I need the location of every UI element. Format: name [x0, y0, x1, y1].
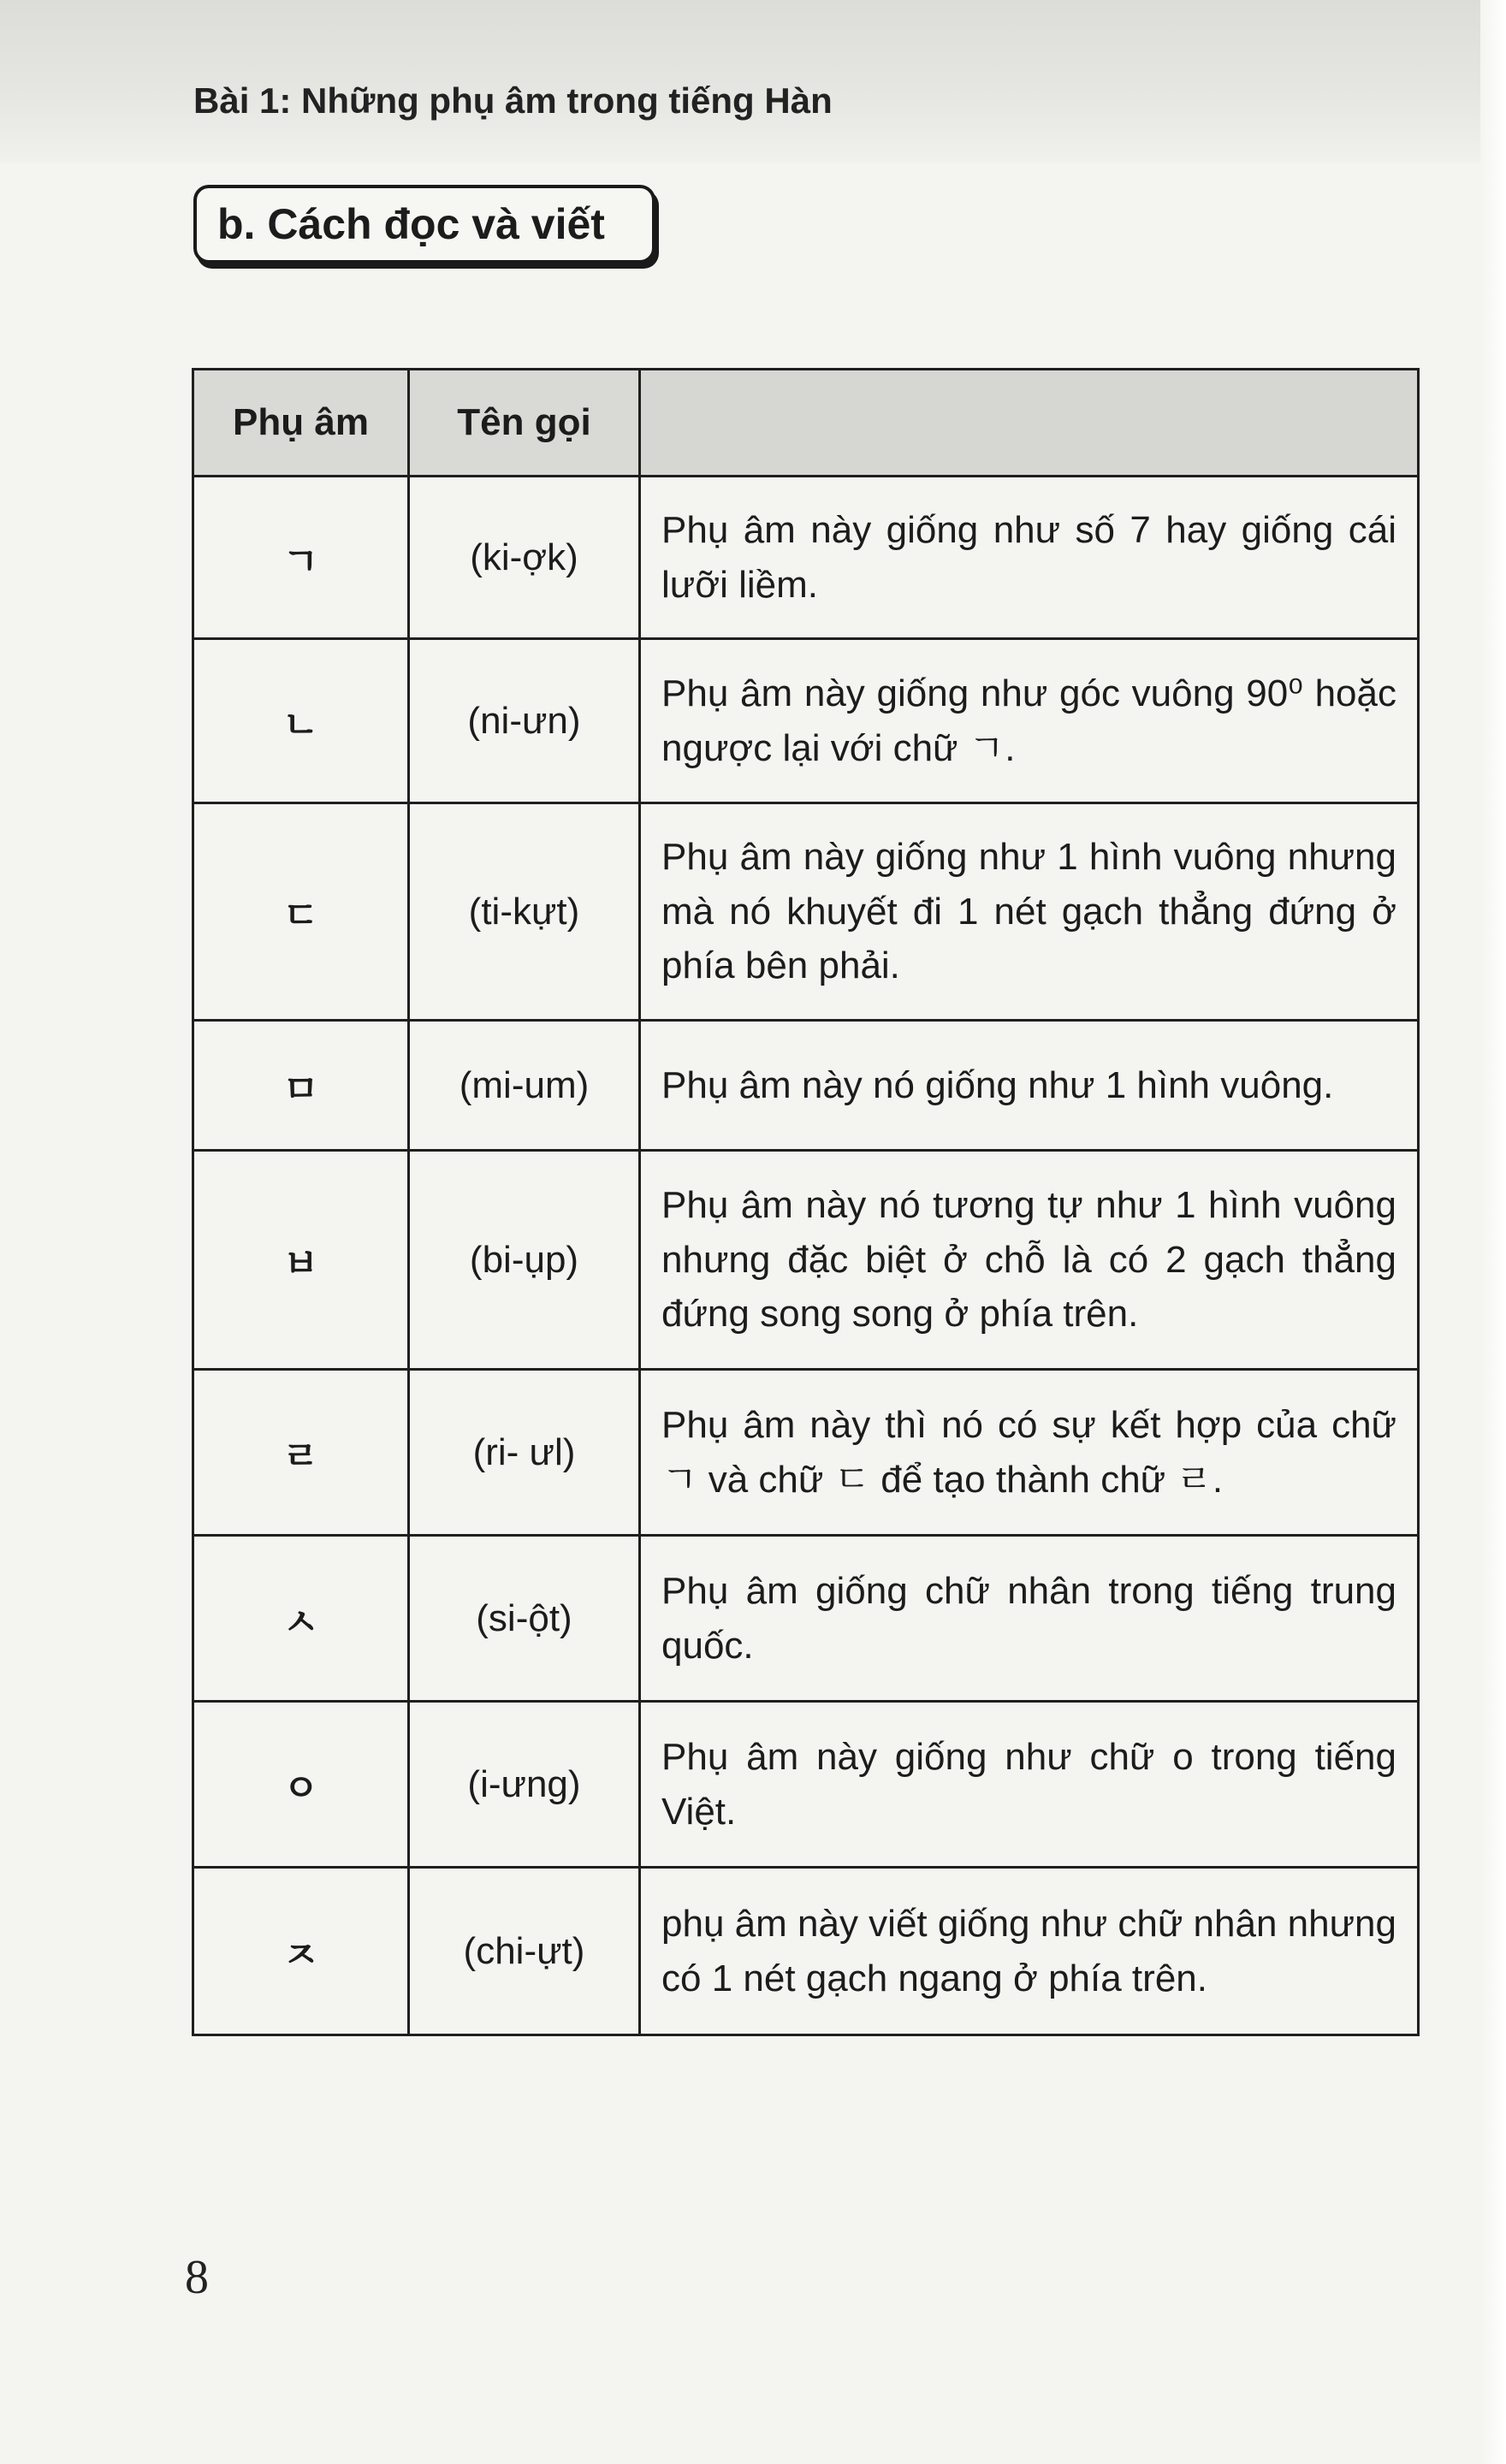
- page-right-edge: [1480, 0, 1506, 2464]
- consonant-letter: ㅅ: [193, 1536, 409, 1702]
- section-title-box: [193, 185, 655, 264]
- consonant-letter: ㄹ: [193, 1370, 409, 1536]
- header-name: Tên gọi: [409, 370, 640, 477]
- consonant-letter: ㄴ: [193, 639, 409, 803]
- table-row: [193, 1702, 1419, 1868]
- consonant-name: (ti-kựt): [409, 803, 640, 1021]
- consonant-name: (i-ưng): [409, 1702, 640, 1868]
- consonant-description: Phụ âm này giống như 1 hình vuông nhưng mà nó khuyết đi 1 nét gạch thẳng đứng ở phía bên phải.: [640, 803, 1419, 1021]
- table-row: [193, 1868, 1419, 2035]
- table-row: [193, 1536, 1419, 1702]
- table-row: [193, 639, 1419, 803]
- table-row: [193, 803, 1419, 1021]
- page-number: 8: [185, 2251, 209, 2304]
- chapter-title: Bài 1: Những phụ âm trong tiếng Hàn: [193, 80, 833, 121]
- consonant-name: (si-ột): [409, 1536, 640, 1702]
- consonant-description: Phụ âm này giống như chữ o trong tiếng Việt.: [640, 1702, 1419, 1868]
- consonant-letter: ㅈ: [193, 1868, 409, 2035]
- consonant-description: phụ âm này viết giống như chữ nhân nhưng có 1 nét gạch ngang ở phía trên.: [640, 1868, 1419, 2035]
- section-title: b. Cách đọc và viết: [217, 200, 605, 248]
- table-row: [193, 1151, 1419, 1370]
- consonant-description: Phụ âm này nó giống như 1 hình vuông.: [640, 1021, 1419, 1151]
- header-description: [640, 370, 1419, 477]
- consonant-letter: ㄷ: [193, 803, 409, 1021]
- consonant-name: (ki-ợk): [409, 477, 640, 639]
- consonant-name: (ri- ưl): [409, 1370, 640, 1536]
- consonant-name: (ni-ưn): [409, 639, 640, 803]
- consonant-description: Phụ âm này thì nó có sự kết hợp của chữ ㄱ và chữ ㄷ để tạo thành chữ ㄹ.: [640, 1370, 1419, 1536]
- consonant-description: Phụ âm này nó tương tự như 1 hình vuông nhưng đặc biệt ở chỗ là có 2 gạch thẳng đứng song song ở phía trên.: [640, 1151, 1419, 1370]
- consonant-description: Phụ âm này giống như góc vuông 90⁰ hoặc ngược lại với chữ ㄱ.: [640, 639, 1419, 803]
- consonant-letter: ㅂ: [193, 1151, 409, 1370]
- consonant-letter: ㅇ: [193, 1702, 409, 1868]
- consonant-letter: ㄱ: [193, 477, 409, 639]
- consonant-letter: ㅁ: [193, 1021, 409, 1151]
- table-row: [193, 477, 1419, 639]
- consonant-name: (mi-um): [409, 1021, 640, 1151]
- header-consonant: Phụ âm: [193, 370, 409, 477]
- table-header-row: [193, 370, 1419, 477]
- consonant-name: (chi-ựt): [409, 1868, 640, 2035]
- consonant-description: Phụ âm giống chữ nhân trong tiếng trung quốc.: [640, 1536, 1419, 1702]
- consonant-description: Phụ âm này giống như số 7 hay giống cái lưỡi liềm.: [640, 477, 1419, 639]
- table-row: [193, 1021, 1419, 1151]
- consonant-name: (bi-ụp): [409, 1151, 640, 1370]
- table-row: [193, 1370, 1419, 1536]
- consonant-table: [192, 368, 1420, 2036]
